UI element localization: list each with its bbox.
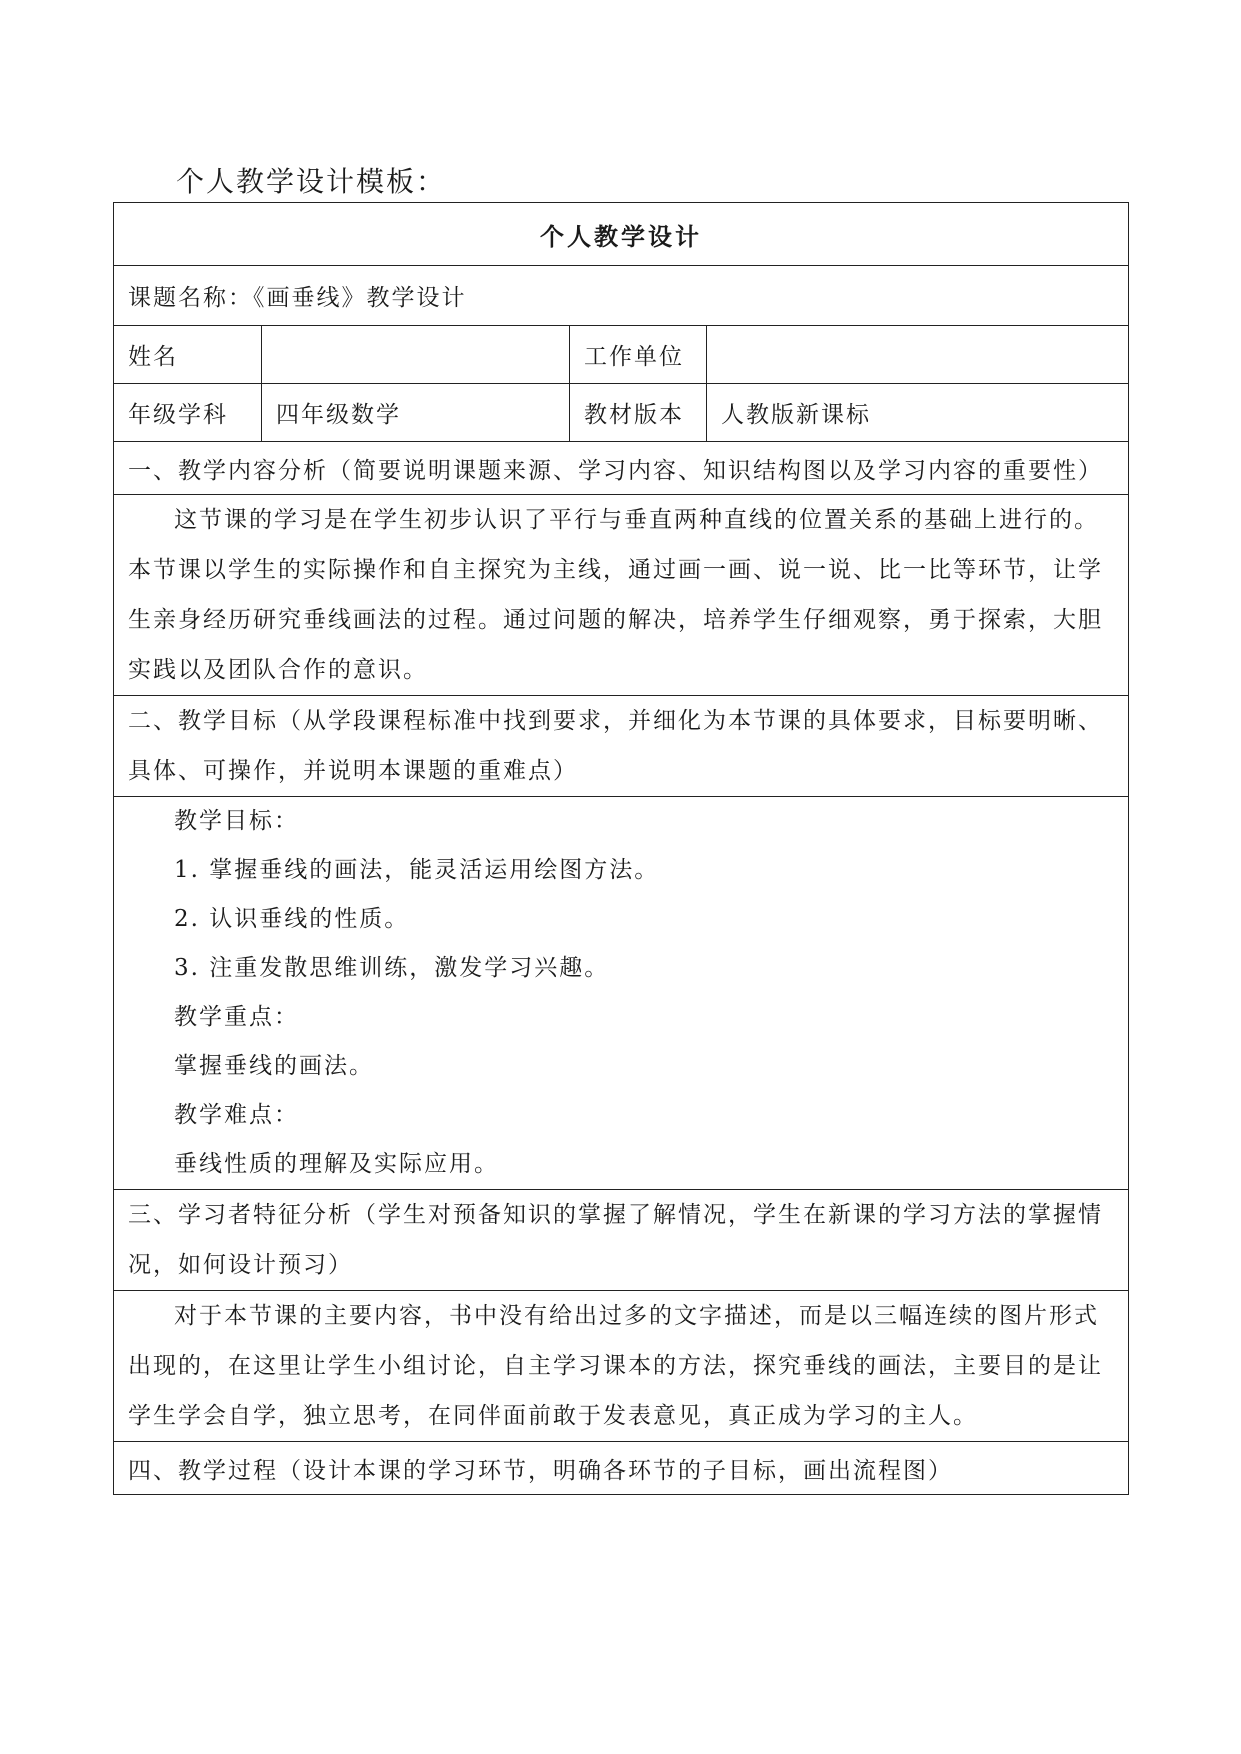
section3-body-cell (114, 1291, 1129, 1442)
work-unit-value[interactable] (707, 326, 1129, 384)
section3-body-row (114, 1291, 1129, 1442)
goals-label: 教学目标： (174, 808, 299, 834)
info-row-1 (114, 326, 1129, 384)
grade-subject-value[interactable]: 四年级数学 (262, 384, 570, 442)
lesson-design-table (113, 202, 1129, 1495)
goal-item-1: 1. 掌握垂线的画法，能灵活运用绘图方法。 (174, 857, 660, 883)
document-heading: 个人教学设计模板： (176, 165, 447, 198)
goal-item-2: 2. 认识垂线的性质。 (174, 906, 410, 932)
name-value[interactable] (262, 326, 570, 384)
section3-body: 对于本节课的主要内容，书中没有给出过多的文字描述，而是以三幅连续的图片形式出现的，在这里让学生小组讨论，自主学习课本的方法，探究垂线的画法，主要目的是让学生学会自学，独立思考，在同伴面前敢于发表意见，真正成为学习的主人。 (128, 1303, 1103, 1429)
info-row-2 (114, 384, 1129, 442)
textbook-edition-label: 教材版本 (570, 384, 707, 442)
title-row (114, 203, 1129, 266)
goal-item-3: 3. 注重发散思维训练，激发学习兴趣。 (174, 955, 610, 981)
section3-heading: 三、学习者特征分析（学生对预备知识的掌握了解情况，学生在新课的学习方法的掌握情况，如何设计预习） (114, 1190, 1129, 1291)
section4-heading-row (114, 1442, 1129, 1495)
section3-heading-row (114, 1190, 1129, 1291)
difficulty-text: 垂线性质的理解及实际应用。 (174, 1151, 499, 1177)
table-title: 个人教学设计 (114, 203, 1129, 266)
key-point-label: 教学重点： (174, 1004, 299, 1030)
section2-body-row (114, 797, 1129, 1190)
work-unit-label: 工作单位 (570, 326, 707, 384)
section1-body-row (114, 495, 1129, 696)
section1-heading: 一、教学内容分析（简要说明课题来源、学习内容、知识结构图以及学习内容的重要性） (114, 442, 1129, 495)
section1-body: 这节课的学习是在学生初步认识了平行与垂直两种直线的位置关系的基础上进行的。本节课以学生的实际操作和自主探究为主线，通过画一画、说一说、比一比等环节，让学生亲身经历研究垂线画法的过程。通过问题的解决，培养学生仔细观察，勇于探索，大胆实践以及团队合作的意识。 (128, 507, 1103, 683)
grade-subject-label: 年级学科 (114, 384, 262, 442)
name-label: 姓名 (114, 326, 262, 384)
topic-cell: 课题名称：《画垂线》教学设计 (114, 266, 1129, 326)
section1-body-cell (114, 495, 1129, 696)
section4-heading: 四、教学过程（设计本课的学习环节，明确各环节的子目标，画出流程图） (114, 1442, 1129, 1495)
textbook-edition-value[interactable]: 人教版新课标 (707, 384, 1129, 442)
difficulty-label: 教学难点： (174, 1102, 299, 1128)
section1-heading-row (114, 442, 1129, 495)
topic-row (114, 266, 1129, 326)
key-point-text: 掌握垂线的画法。 (174, 1053, 374, 1079)
section2-heading: 二、教学目标（从学段课程标准中找到要求，并细化为本节课的具体要求，目标要明晰、具体、可操作，并说明本课题的重难点） (114, 696, 1129, 797)
section2-heading-row (114, 696, 1129, 797)
section2-body-cell (114, 797, 1129, 1190)
